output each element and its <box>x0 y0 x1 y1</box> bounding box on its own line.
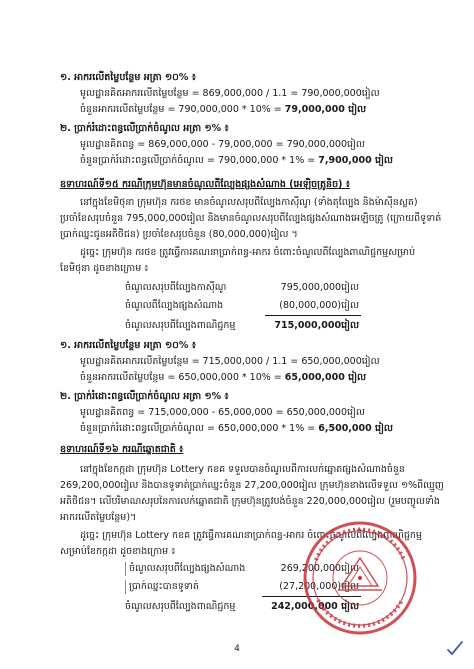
table-row-label: ប្រាក់ឈ្នះបានទូទាត់ <box>129 581 199 592</box>
tax-amount-line-1 <box>80 154 393 168</box>
tax-amount-line-2 <box>80 422 393 436</box>
table-row-label: ចំណូលសរុបពីល្បែងពាណិជ្ជកម្ម <box>125 601 236 612</box>
table-row-total: 715,000,000រៀល <box>274 320 359 331</box>
total-rule <box>265 315 361 316</box>
example-15-paragraph-line: ប្រចាំខែសរុបចំនួន 795,000,000រៀល និងមានចំណូលសរុបពីល្បែងផ្សងសំណាងអេឡិចត្រូ (ក្រោយពីទូទាត់ <box>60 213 442 224</box>
example-16-paragraph-line: អាករលើតម្លៃបន្ថែម)។ <box>60 512 137 523</box>
table-row-value: (80,000,000)រៀល <box>279 300 359 311</box>
example-15-paragraph-line: នៅក្នុងខែមិថុនា ក្រុមហ៊ុន ករថខ មានចំណូលសរុបពីល្បែងកាស៊ីណូ (ទាំងតុល្បែង និងម៉ាស៊ីនស្លត) <box>80 197 418 208</box>
vat-amount-line-2 <box>80 371 366 385</box>
tax-base-line-2: មូលដ្ឋានគិតពន្ធ = 715,000,000 - 65,000,000 = 650,000,000រៀល <box>80 407 365 418</box>
example-16-paragraph-line: ដូច្នេះ ក្រុមហ៊ុន Lottery កខគ ត្រូវធ្វើការគណនាប្រាក់ពន្ធ-អាករ ចំពោះចំណូលពីល្បែងពាណិជ្ជកម្ម <box>80 530 422 541</box>
example-15-paragraph-line: ប្រាក់ឈ្នះជូនអតិថិជន) ប្រចាំខែសរុបចំនួន (80,000,000)រៀល ។ <box>60 229 298 240</box>
example-16-paragraph-line: សម្រាប់ខែកក្កដា ដូចខាងក្រោម ៖ <box>60 546 176 557</box>
table-row-label: ចំណូលសរុបពីល្បែងពាណិជ្ជកម្ម <box>125 320 236 331</box>
tax-amount-value-2: 6,500,000 រៀល <box>318 423 393 434</box>
vat-amount-value-1: 79,000,000 រៀល <box>284 104 367 115</box>
table-row-value: (27,200,000)រៀល <box>279 581 359 592</box>
vat-amount-line-1 <box>80 103 366 117</box>
page-number: 4 <box>234 644 240 654</box>
tax-amount-value-1: 7,900,000 រៀល <box>318 155 393 166</box>
table-row-total: 242,000,000 រៀល <box>271 601 359 612</box>
section-heading-income-tax-2: ២. ប្រាក់រំដោះពន្ធលើប្រាក់ចំណូល អត្រា ១% ៖ <box>60 391 229 402</box>
example-16-heading: ឧទាហរណ៍ទី១៦ ករណីឆ្នោតជាតិ ៖ <box>60 444 184 455</box>
section-heading-vat-2: ១. អាករលើតម្លៃបន្ថែម អត្រា ១០% ៖ <box>60 340 196 351</box>
vat-amount-label-1: ចំនួនអាករលើតម្លៃបន្ថែម = 790,000,000 * 10% = <box>80 104 285 115</box>
table-left-border <box>125 580 126 594</box>
tax-amount-label-2: ចំនួនប្រាក់រំដោះពន្ធលើប្រាក់ចំណូល = 650,000,000 * 1% = <box>80 423 319 434</box>
table-row-label: ចំណូលពីល្បែងផ្សងសំណាង <box>125 300 224 311</box>
tax-amount-label-1: ចំនួនប្រាក់រំដោះពន្ធលើប្រាក់ចំណូល = 790,000,000 * 1% = <box>80 155 319 166</box>
vat-base-line-2: មូលដ្ឋានគិតអាករលើតម្លៃបន្ថែម = 715,000,000 / 1.1 = 650,000,000រៀល <box>80 356 380 367</box>
example-16-paragraph-line: 269,200,000រៀល និងបានទូទាត់ប្រាក់ឈ្នះចំនួន 27,200,000រៀល ក្រុមហ៊ុនខាងលើទទួល ១%ពីឈ្មួញ <box>60 480 444 491</box>
official-stamp-seal <box>302 520 418 636</box>
table-row-label: ចំណូលសរុបពីល្បែងផ្សងសំណាង <box>129 563 246 574</box>
table-row-value: 269,200,000រៀល <box>280 563 359 574</box>
section-heading-income-tax-1: ២. ប្រាក់រំដោះពន្ធលើប្រាក់ចំណូល អត្រា ១% ៖ <box>60 123 229 134</box>
vat-amount-label-2: ចំនួនអាករលើតម្លៃបន្ថែម = 650,000,000 * 10% = <box>80 372 285 383</box>
section-heading-vat-1: ១. អាករលើតម្លៃបន្ថែម អត្រា ១០% ៖ <box>60 72 196 83</box>
table-left-border <box>125 562 126 576</box>
example-15-heading: ឧទាហរណ៍ទី១៥ ករណីក្រុមហ៊ុនមានចំណូលពីល្បែងផ្សងសំណាង (អេឡិចត្រូនិច) ៖ <box>60 179 350 190</box>
vat-amount-value-2: 65,000,000 រៀល <box>284 372 367 383</box>
example-15-paragraph-line: ដូច្នេះ ក្រុមហ៊ុន ករថខ ត្រូវធ្វើការគណនាប្រាក់ពន្ធ-អាករ ចំពោះចំណូលពីល្បែងពាណិជ្ជកម្មសម្រាប់ <box>80 247 416 258</box>
example-15-paragraph-line: ខែមិថុនា ដូចខាងក្រោម ៖ <box>60 263 149 274</box>
example-16-paragraph-line: អតិថិជន។ លើបរិមាណសរុបនៃការលក់ឆ្នោតជាតិ ក្រុមហ៊ុនត្រូវបង់ចំនួន 220,000,000រៀល (រួមបញ្ចូលទាំង <box>60 496 440 507</box>
tax-base-line-1: មូលដ្ឋានគិតពន្ធ = 869,000,000 - 79,000,000 = 790,000,000រៀល <box>80 139 365 150</box>
table-row-label: ចំណូលសរុបពីល្បែងកាស៊ីណូ <box>125 282 227 293</box>
vat-base-line-1: មូលដ្ឋានគិតអាករលើតម្លៃបន្ថែម = 869,000,000 / 1.1 = 790,000,000រៀល <box>80 88 380 99</box>
example-16-paragraph-line: នៅក្នុងខែកក្កដា ក្រុមហ៊ុន Lottery កខគ ទទួលបានចំណូលពីការលក់ឆ្នោតផ្សងសំណាងចំនួន <box>80 464 405 475</box>
table-row-value: 795,000,000រៀល <box>280 282 359 293</box>
